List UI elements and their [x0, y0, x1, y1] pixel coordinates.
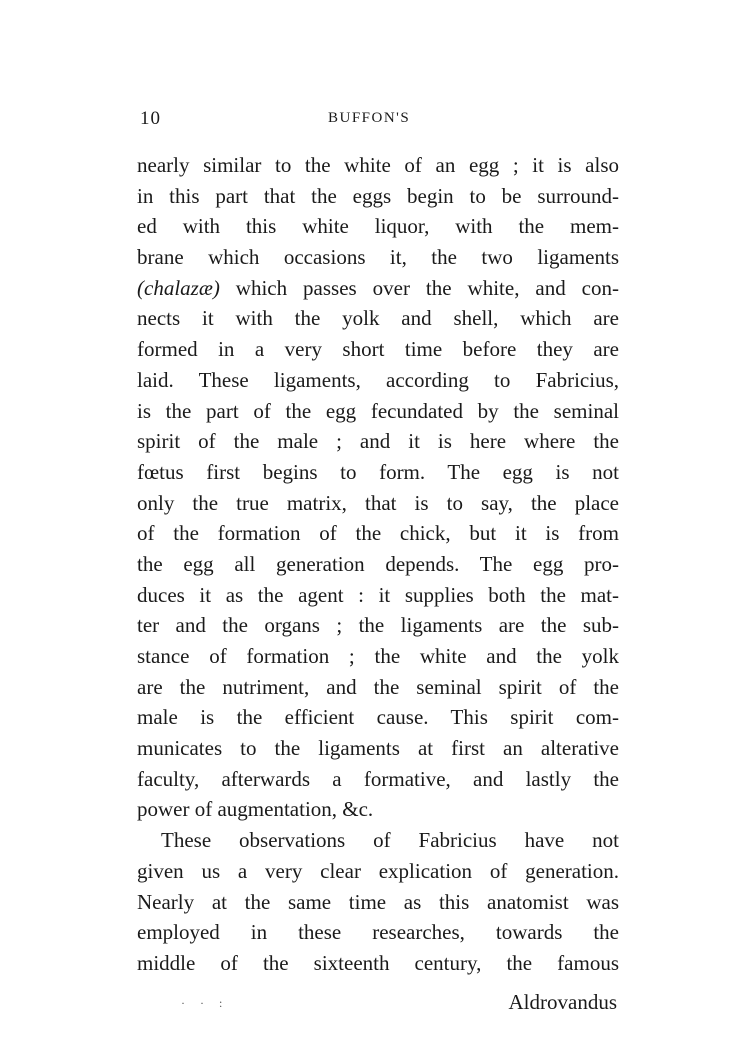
- text-line: middle of the sixteenth century, the famous: [137, 950, 619, 975]
- text-line: is the part of the egg fecundated by the seminal: [137, 398, 619, 423]
- text-line: only the true matrix, that is to say, the place: [137, 490, 619, 515]
- text-line: laid. These ligaments, according to Fabricius,: [137, 367, 619, 392]
- running-head: BUFFON'S: [328, 110, 411, 126]
- text-line: employed in these researches, towards the: [137, 920, 619, 945]
- text-line: duces it as the agent : it supplies both the mat-: [137, 582, 619, 607]
- text-line: the egg all generation depends. The egg pro-: [137, 551, 619, 576]
- text-line-rest: which passes over the white, and con-: [235, 275, 619, 300]
- text-line: formed in a very short time before they are: [137, 337, 619, 362]
- catchword: Aldrovandus: [508, 990, 617, 1014]
- text-line: nects it with the yolk and shell, which are: [137, 306, 619, 331]
- text-line: power of augmentation, &c.: [137, 797, 374, 822]
- text-line: of the formation of the chick, but it is from: [137, 521, 619, 546]
- page-footer: [137, 990, 619, 1018]
- text-line: stance of formation ; the white and the yolk: [137, 644, 619, 668]
- text-line: in this part that the eggs begin to be surround-: [137, 183, 619, 208]
- text-line: given us a very clear explication of generation.: [137, 858, 619, 883]
- text-line: These observations of Fabricius have not: [161, 828, 619, 853]
- text-line: spirit of the male ; and it is here where the: [137, 429, 619, 454]
- text-line: are the nutriment, and the seminal spirit of the: [137, 674, 619, 699]
- text-line: municates to the ligaments at first an alterative: [137, 736, 619, 761]
- text-line-with-italic: [137, 273, 619, 304]
- text-line: fœtus first begins to form. The egg is not: [137, 459, 619, 484]
- text-line: Nearly at the same time as this anatomist was: [137, 889, 619, 914]
- text-line: male is the efficient cause. This spirit com-: [137, 705, 619, 730]
- body-text: [137, 150, 619, 979]
- italic-term: (chalazæ): [137, 275, 220, 300]
- signature-mark: · · :: [181, 996, 229, 1010]
- page-header: [140, 108, 620, 134]
- text-line: brane which occasions it, the two ligaments: [137, 245, 619, 270]
- page-number: 10: [140, 108, 161, 129]
- text-line: faculty, afterwards a formative, and lastly the: [137, 766, 619, 791]
- text-line: ter and the organs ; the ligaments are the sub-: [137, 613, 619, 638]
- text-line: ed with this white liquor, with the mem-: [137, 214, 619, 239]
- text-line: nearly similar to the white of an egg ; it is also: [137, 153, 619, 177]
